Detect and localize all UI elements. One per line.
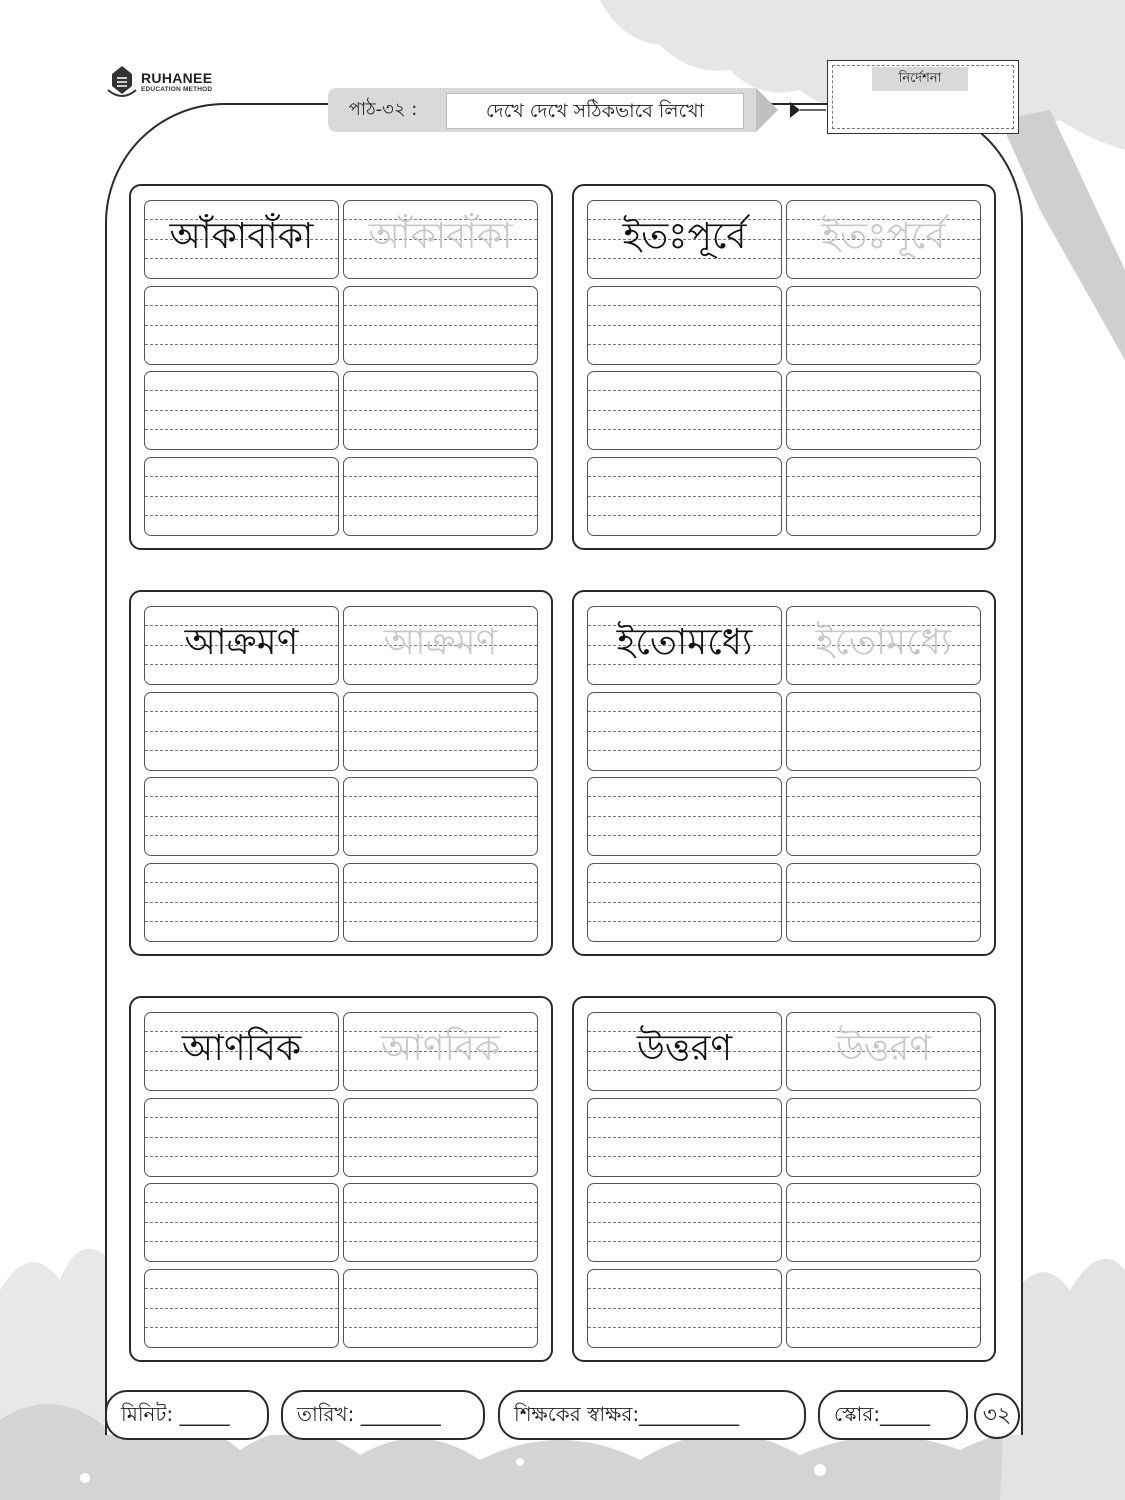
ruled-line [344,305,537,306]
writing-cell[interactable] [786,863,981,942]
ruled-line [145,816,338,817]
ruled-line [787,390,980,391]
teacher-signature-field[interactable] [498,1390,806,1440]
instructions-label: নির্দেশনা [872,67,968,91]
practice-panel-2 [572,184,996,550]
ruled-line [588,1308,781,1309]
trace-word: ইতোমধ্যে [815,622,952,663]
ruled-line [787,1117,980,1118]
ruled-line [145,1137,338,1138]
ruled-line [344,816,537,817]
trace-word-cell [343,200,538,279]
model-word: ইতোমধ্যে [616,622,753,663]
ruled-line [344,711,537,712]
writing-cell[interactable] [343,1098,538,1177]
ruled-line [344,750,537,751]
minutes-label: মিনিট: _____ [121,1402,230,1426]
model-word: আক্রমণ [184,622,299,663]
writing-cell[interactable] [587,1269,782,1348]
trace-word: আণবিক [380,1028,501,1069]
minutes-field[interactable] [105,1390,269,1440]
model-word-cell [144,200,339,279]
model-word-cell [587,606,782,685]
brand-name: RUHANEE [141,70,213,86]
writing-cell[interactable] [343,457,538,536]
ruled-line [344,902,537,903]
practice-panel-1 [129,184,553,550]
ruled-line [145,1222,338,1223]
ruled-line [787,1327,980,1328]
writing-cell[interactable] [144,1269,339,1348]
ruled-line [588,750,781,751]
ruled-line [787,515,980,516]
writing-cell[interactable] [144,457,339,536]
ruled-line [588,344,781,345]
writing-cell[interactable] [144,371,339,450]
model-word-cell [144,1012,339,1091]
ruled-line [145,1202,338,1203]
brand-tagline: EDUCATION METHOD [141,86,213,93]
writing-cell[interactable] [587,286,782,365]
practice-panel-3 [129,590,553,956]
ruled-line [588,390,781,391]
model-word: আঁকাবাঁকা [169,216,314,257]
ruled-line [344,1117,537,1118]
ruled-line [588,1202,781,1203]
writing-cell[interactable] [144,286,339,365]
writing-cell[interactable] [786,1183,981,1262]
writing-cell[interactable] [343,692,538,771]
ruled-line [344,1137,537,1138]
ruled-line [787,750,980,751]
ruled-line [344,476,537,477]
ruled-line [344,390,537,391]
ruled-line [787,731,980,732]
ruled-line [588,1117,781,1118]
ruled-line [344,515,537,516]
ruled-line [344,325,537,326]
ruled-line [145,921,338,922]
ruled-line [145,882,338,883]
writing-cell[interactable] [144,863,339,942]
instructions-box [827,60,1019,134]
pencil-tip-icon [756,88,826,132]
ruled-line [588,835,781,836]
ruled-line [145,305,338,306]
ruled-line [787,902,980,903]
ruled-line [145,325,338,326]
writing-cell[interactable] [343,371,538,450]
ruled-line [588,921,781,922]
writing-cell[interactable] [144,1183,339,1262]
ruled-line [344,921,537,922]
ruled-line [787,816,980,817]
ruled-line [787,796,980,797]
model-word: ইতঃপূর্বে [622,216,747,257]
trace-word: আঁকাবাঁকা [368,216,513,257]
ruled-line [344,1156,537,1157]
ruled-line [145,1308,338,1309]
ruled-line [787,344,980,345]
writing-cell[interactable] [786,777,981,856]
ruled-line [588,429,781,430]
practice-panel-4 [572,590,996,956]
ruled-line [145,390,338,391]
ruled-line [344,429,537,430]
date-field[interactable] [281,1390,485,1440]
ruled-line [787,921,980,922]
ruled-line [588,1241,781,1242]
ruled-line [145,515,338,516]
writing-cell[interactable] [587,692,782,771]
ruled-line [344,1241,537,1242]
ruled-line [588,796,781,797]
ruled-line [787,496,980,497]
writing-cell[interactable] [587,371,782,450]
practice-panel-6 [572,996,996,1362]
date-label: তারিখ: ________ [297,1402,441,1426]
lesson-number: পাঠ-৩২ : [328,88,438,132]
writing-cell[interactable] [786,371,981,450]
ruled-line [588,1222,781,1223]
ruled-line [787,1137,980,1138]
ruled-line [588,902,781,903]
ruled-line [588,711,781,712]
ruled-line [344,1288,537,1289]
model-word: আণবিক [181,1028,302,1069]
ruled-line [344,1308,537,1309]
ruled-line [787,305,980,306]
ruled-line [344,796,537,797]
trace-word-cell [786,606,981,685]
ruled-line [588,410,781,411]
ruled-line [588,476,781,477]
ruled-line [588,515,781,516]
lesson-title-band [436,88,756,132]
ruled-line [787,835,980,836]
ruled-line [145,1117,338,1118]
trace-word-cell [343,1012,538,1091]
writing-cell[interactable] [786,1098,981,1177]
score-label: স্কোর:_____ [834,1402,931,1426]
ruled-line [787,429,980,430]
ruled-line [145,344,338,345]
model-word: উত্তরণ [636,1028,733,1069]
brand-logo [105,64,265,104]
ruled-line [588,731,781,732]
ruled-line [344,1222,537,1223]
practice-panel-5 [129,996,553,1362]
writing-cell[interactable] [144,692,339,771]
model-word-cell [144,606,339,685]
ruled-line [145,1241,338,1242]
ruled-line [588,496,781,497]
ruled-line [145,410,338,411]
ruled-line [787,711,980,712]
writing-cell[interactable] [786,1269,981,1348]
ruled-line [145,1156,338,1157]
model-word-cell [587,200,782,279]
ruled-line [145,1327,338,1328]
ruled-line [787,1241,980,1242]
ruled-line [344,1202,537,1203]
ruled-line [344,410,537,411]
ruled-line [588,325,781,326]
ruled-line [145,796,338,797]
ruled-line [787,882,980,883]
ruled-line [344,882,537,883]
ruled-line [145,750,338,751]
writing-cell[interactable] [786,457,981,536]
writing-cell[interactable] [587,863,782,942]
ruled-line [588,1137,781,1138]
brand-logo-icon [105,64,139,100]
writing-cell[interactable] [343,1269,538,1348]
ruled-line [787,1156,980,1157]
ruled-line [145,835,338,836]
model-word-cell [587,1012,782,1091]
writing-cell[interactable] [144,777,339,856]
ruled-line [787,1288,980,1289]
writing-cell[interactable] [587,1098,782,1177]
ruled-line [145,476,338,477]
ruled-line [588,816,781,817]
ruled-line [145,902,338,903]
writing-cell[interactable] [343,777,538,856]
ruled-line [588,1156,781,1157]
trace-word: উত্তরণ [835,1028,932,1069]
ruled-line [145,1288,338,1289]
ruled-line [787,1222,980,1223]
trace-word-cell [786,200,981,279]
ruled-line [787,1308,980,1309]
writing-cell[interactable] [786,286,981,365]
ruled-line [588,1327,781,1328]
writing-cell[interactable] [587,457,782,536]
ruled-line [787,410,980,411]
ruled-line [787,1202,980,1203]
ruled-line [145,429,338,430]
ruled-line [588,305,781,306]
score-field[interactable] [818,1390,968,1440]
trace-word: ইতঃপূর্বে [821,216,946,257]
ruled-line [588,1288,781,1289]
page-number: ৩২ [974,1393,1020,1439]
writing-cell[interactable] [786,692,981,771]
ruled-line [344,731,537,732]
ruled-line [344,496,537,497]
trace-word-cell [343,606,538,685]
writing-cell[interactable] [343,1183,538,1262]
ruled-line [344,1327,537,1328]
ruled-line [787,325,980,326]
ruled-line [588,882,781,883]
writing-cell[interactable] [144,1098,339,1177]
trace-word-cell [786,1012,981,1091]
writing-cell[interactable] [343,863,538,942]
trace-word: আক্রমণ [383,622,498,663]
ruled-line [145,496,338,497]
ruled-line [344,344,537,345]
ruled-line [787,476,980,477]
ruled-line [145,711,338,712]
writing-cell[interactable] [587,1183,782,1262]
writing-cell[interactable] [343,286,538,365]
teacher-signature-label: শিক্ষকের স্বাক্ষর:__________ [514,1402,740,1426]
lesson-title: দেখে দেখে সঠিকভাবে লিখো [446,93,744,129]
ruled-line [145,731,338,732]
writing-cell[interactable] [587,777,782,856]
ruled-line [344,835,537,836]
